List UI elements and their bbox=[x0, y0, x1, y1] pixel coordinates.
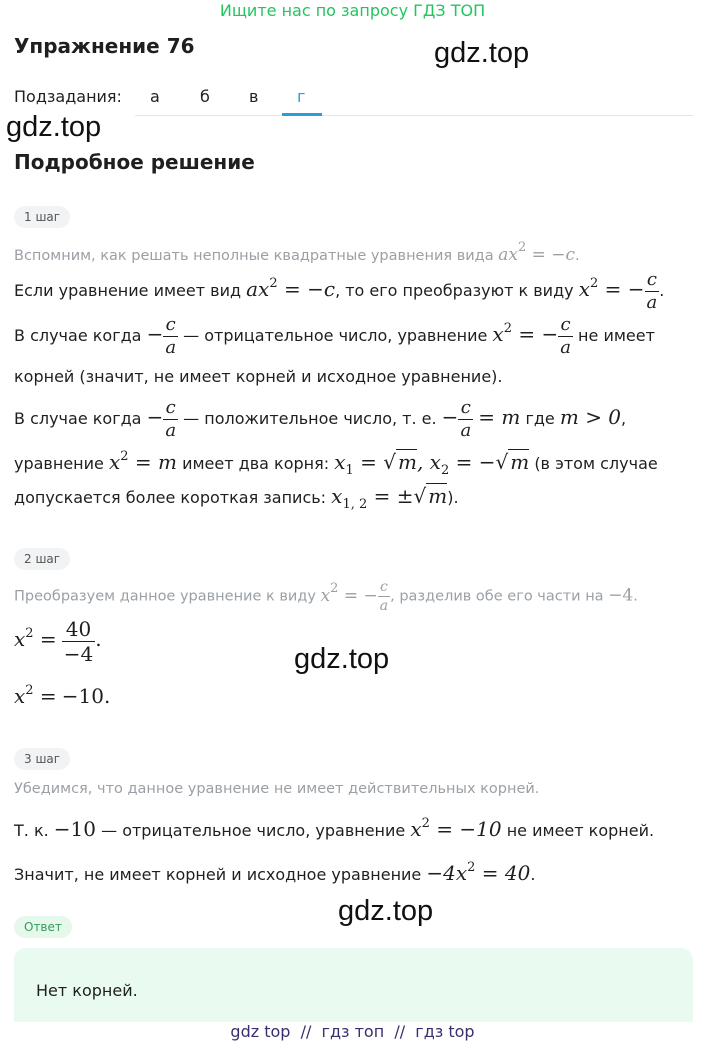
step-3-badge: 3 шаг bbox=[14, 748, 70, 770]
tabs-divider bbox=[135, 115, 693, 116]
step-1-line-5: уравнение $x^2 = m$ имеет два корня: $x_1$ = √ m, $x_2$ = −√ m (в этом случае bbox=[14, 449, 658, 478]
watermark: gdz.top bbox=[294, 643, 390, 675]
subtasks-label: Подзадания: bbox=[14, 87, 122, 106]
solution-title: Подробное решение bbox=[14, 150, 255, 174]
step-2-badge: 2 шаг bbox=[14, 548, 70, 570]
watermark: gdz.top bbox=[434, 37, 530, 69]
step-1-badge: 1 шаг bbox=[14, 206, 70, 228]
tab-g-active[interactable]: г bbox=[297, 87, 306, 106]
footer-links[interactable]: gdz top // гдз топ // гдз top bbox=[230, 1022, 475, 1041]
answer-badge: Ответ bbox=[14, 916, 72, 938]
tab-v[interactable]: в bbox=[249, 87, 259, 106]
answer-box bbox=[14, 948, 693, 1022]
step-1-line-4: В случае когда − $\frac{c}{a}$ — положительное число, т. е. − $\frac{c}{a}$ = m где m > 0, bbox=[14, 397, 627, 441]
step-2-equation-1: $x^2$ = $\frac{40}{-4}$ . bbox=[14, 617, 102, 666]
answer-text: Нет корней. bbox=[36, 981, 138, 1000]
step-3-note: Убедимся, что данное уравнение не имеет действительных корней. bbox=[14, 781, 540, 797]
step-3-line-1: Т. к. −10 — отрицательное число, уравнение $x^2 = -10$ не имеет корней. bbox=[14, 816, 655, 841]
watermark: gdz.top bbox=[338, 895, 434, 927]
tab-a[interactable]: а bbox=[150, 87, 160, 106]
page-title: Упражнение 76 bbox=[14, 34, 195, 58]
search-banner: Ищите нас по запросу ГДЗ ТОП bbox=[219, 1, 486, 20]
step-2-note: Преобразуем данное уравнение к виду $x^2$ = − $\frac{c}{a}$ , разделив обе его части на −4. bbox=[14, 579, 638, 614]
step-3-line-2: Значит, не имеет корней и исходное уравнение $-4x^2 = 40$. bbox=[14, 860, 536, 885]
active-tab-indicator bbox=[282, 113, 322, 116]
step-1-note: Вспомним, как решать неполные квадратные уравнения вида $ax^2 = -c$. bbox=[14, 240, 580, 265]
step-1-line-1: Если уравнение имеет вид $ax^2 = -c$, то его преобразуют к виду $x^2$ = − $\frac{c}{a}$ . bbox=[14, 269, 665, 313]
step-1-line-3: корней (значит, не имеет корней и исходное уравнение). bbox=[14, 367, 503, 386]
watermark: gdz.top bbox=[6, 111, 102, 143]
tab-b[interactable]: б bbox=[200, 87, 210, 106]
step-1-line-6: допускается более короткая запись: $x_{1, 2}$ = ±√ m). bbox=[14, 484, 459, 512]
step-1-line-2: В случае когда − $\frac{c}{a}$ — отрицательное число, уравнение $x^2$ = − $\frac{c}{a}$ не имеет bbox=[14, 314, 655, 358]
step-2-equation-2: $x^2 = -10$. bbox=[14, 683, 111, 708]
